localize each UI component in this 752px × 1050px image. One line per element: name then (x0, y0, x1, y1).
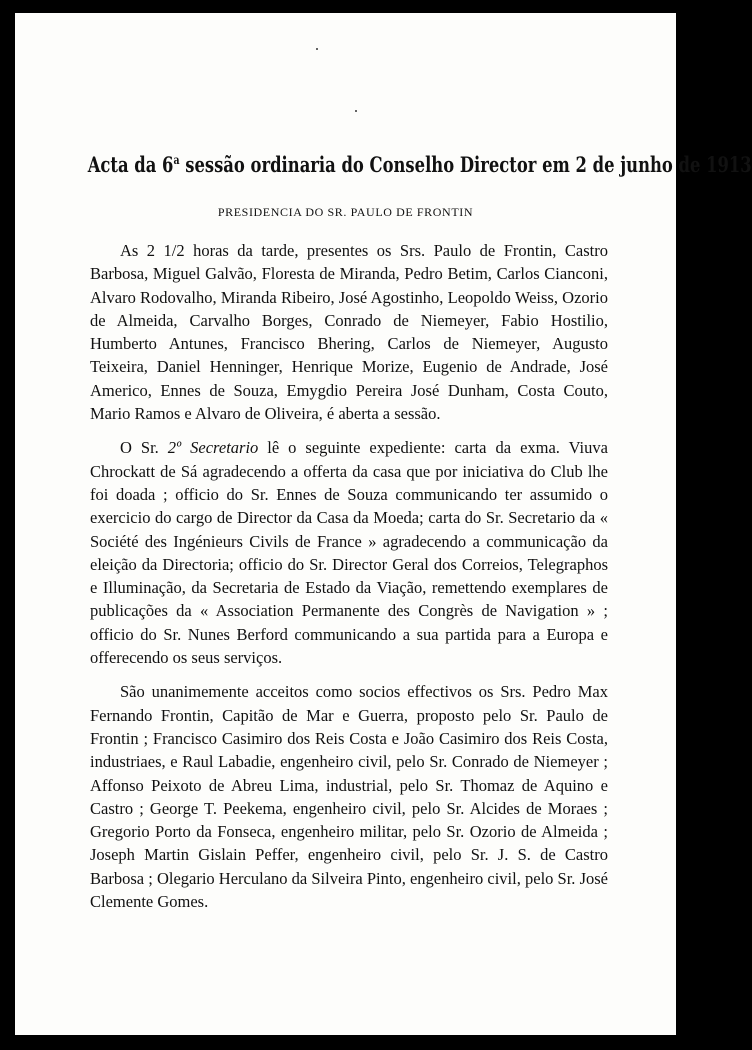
document-page (15, 13, 752, 1035)
secretary-title: 2º Secretario (167, 438, 259, 458)
paragraph-correspondence (90, 436, 608, 669)
speck-mark (355, 110, 357, 112)
document-body (90, 239, 608, 924)
paragraph-attendance: As 2 1/2 horas da tarde, presentes os Srs. Paulo de Frontin, Castro Barbosa, Miguel Galvão, Floresta de Miranda, Pedro Betim, Carlos Cianconi, Alvaro Rodovalho, Miranda Ribeiro, José Agostinho, Leopoldo Weiss, Ozorio de Almeida, Carvalho Borges, Conrado de Niemeyer, Fabio Hostilio, Humberto Antunes, Francisco Bhering, Carlos de Niemeyer, Augusto Teixeira, Daniel Henninger, Henrique Morize, Eugenio de Andrade, José Americo, Ennes de Souza, Emygdio Pereira José Dunham, Costa Couto, Mario Ramos e Alvaro de Oliveira, é aberta a sessão. (90, 241, 608, 424)
title-rest: sessão ordinaria do Conselho Director em 2 de junho de 1913 (179, 152, 752, 177)
speck-mark (316, 48, 318, 50)
correspondence-lead: O Sr. (120, 438, 168, 458)
title-prefix: Acta da 6 (87, 152, 174, 177)
presidency-heading: PRESIDENCIA DO SR. PAULO DE FRONTIN (217, 205, 474, 219)
title-ordinal: a (173, 153, 180, 167)
correspondence-text: lê o seguinte expediente: carta da exma. Viuva Chrockatt de Sá agradecendo a offerta da casa que por iniciativa do Club lhe foi doada ; officio do Sr. Ennes de Souza communicando ter assumido o exercicio do cargo de Director da Casa da Moeda; carta do Sr. Secretario da « Société des Ingénieurs Civils de France » agradecendo a communicação da eleição da Directoria; officio do Sr. Director Geral dos Correios, Telegraphos e Illuminação, da Secretaria de Estado da Viação, remettendo exemplares de publicações da « Association Permanente des Congrès de Navigation » ; officio do Sr. Nunes Berford communicando a sua partida para a Europa e offerecendo os seus serviços. (90, 438, 608, 668)
page-title (87, 152, 752, 177)
paragraph-new-members: São unanimemente acceitos como socios effectivos os Srs. Pedro Max Fernando Frontin, Capitão de Mar e Guerra, proposto pelo Sr. Paulo de Frontin ; Francisco Casimiro dos Reis Costa e João Casimiro dos Reis Costa, industriaes, e Raul Labadie, engenheiro civil, pelo Sr. Conrado de Niemeyer ; Affonso Peixoto de Abreu Lima, industrial, pelo Sr. Thomaz de Aquino e Castro ; George T. Peekema, engenheiro civil, pelo Sr. Alcides de Moraes ; Gregorio Porto da Fonseca, engenheiro militar, pelo Sr. Ozorio de Almeida ; Joseph Martin Gislain Peffer, engenheiro civil, pelo Sr. J. S. de Castro Barbosa ; Olegario Herculano da Silveira Pinto, engenheiro civil, pelo Sr. José Clemente Gomes. (90, 682, 608, 912)
